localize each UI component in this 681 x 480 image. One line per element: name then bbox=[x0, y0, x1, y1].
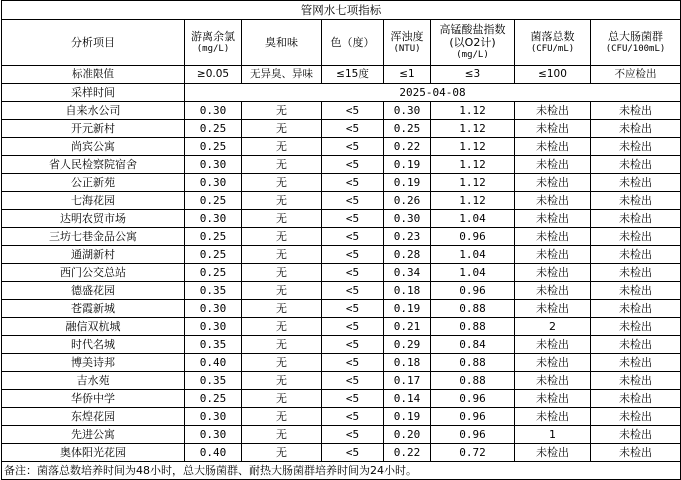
colony-cell: 未检出 bbox=[515, 336, 591, 354]
colony-cell: 未检出 bbox=[515, 102, 591, 120]
turbidity-cell: 0.25 bbox=[384, 120, 431, 138]
header-row bbox=[2, 20, 681, 66]
cod-cell: 0.72 bbox=[431, 444, 515, 462]
color-cell: <5 bbox=[322, 318, 384, 336]
turbidity-cell: 0.22 bbox=[384, 138, 431, 156]
odor-cell: 无 bbox=[242, 336, 322, 354]
color-cell: <5 bbox=[322, 174, 384, 192]
location-cell: 吉水苑 bbox=[2, 372, 185, 390]
odor-cell: 无 bbox=[242, 318, 322, 336]
color-cell: <5 bbox=[322, 300, 384, 318]
standard-color: ≤15度 bbox=[322, 66, 384, 84]
chlorine-cell: 0.35 bbox=[185, 372, 242, 390]
chlorine-cell: 0.30 bbox=[185, 210, 242, 228]
colony-cell: 未检出 bbox=[515, 174, 591, 192]
coliform-cell: 未检出 bbox=[591, 372, 681, 390]
color-cell: <5 bbox=[322, 354, 384, 372]
color-cell: <5 bbox=[322, 264, 384, 282]
turbidity-cell: 0.17 bbox=[384, 372, 431, 390]
chlorine-cell: 0.25 bbox=[185, 120, 242, 138]
turbidity-cell: 0.18 bbox=[384, 282, 431, 300]
cod-cell: 0.96 bbox=[431, 408, 515, 426]
chlorine-cell: 0.40 bbox=[185, 444, 242, 462]
turbidity-cell: 0.34 bbox=[384, 264, 431, 282]
turbidity-cell: 0.28 bbox=[384, 246, 431, 264]
color-cell: <5 bbox=[322, 426, 384, 444]
standard-row bbox=[2, 66, 681, 84]
colony-cell: 未检出 bbox=[515, 300, 591, 318]
table-row bbox=[2, 228, 681, 246]
table-row bbox=[2, 156, 681, 174]
coliform-cell: 未检出 bbox=[591, 354, 681, 372]
standard-cod: ≤3 bbox=[431, 66, 515, 84]
coliform-cell: 未检出 bbox=[591, 246, 681, 264]
sampling-row bbox=[2, 84, 681, 102]
cod-cell: 1.12 bbox=[431, 120, 515, 138]
odor-cell: 无 bbox=[242, 354, 322, 372]
chlorine-cell: 0.30 bbox=[185, 174, 242, 192]
color-cell: <5 bbox=[322, 228, 384, 246]
table-row bbox=[2, 264, 681, 282]
table-row bbox=[2, 246, 681, 264]
chlorine-cell: 0.25 bbox=[185, 264, 242, 282]
table-row bbox=[2, 210, 681, 228]
header-chlorine bbox=[185, 20, 242, 66]
header-chlorine-name: 游离余氯 bbox=[191, 29, 235, 43]
turbidity-cell: 0.19 bbox=[384, 156, 431, 174]
color-cell: <5 bbox=[322, 372, 384, 390]
turbidity-cell: 0.19 bbox=[384, 300, 431, 318]
colony-cell: 未检出 bbox=[515, 354, 591, 372]
colony-cell: 未检出 bbox=[515, 210, 591, 228]
chlorine-cell: 0.35 bbox=[185, 282, 242, 300]
cod-cell: 1.12 bbox=[431, 156, 515, 174]
standard-chlorine: ≥0.05 bbox=[185, 66, 242, 84]
chlorine-cell: 0.30 bbox=[185, 300, 242, 318]
turbidity-cell: 0.26 bbox=[384, 192, 431, 210]
table-row bbox=[2, 354, 681, 372]
cod-cell: 0.88 bbox=[431, 300, 515, 318]
cod-cell: 0.96 bbox=[431, 390, 515, 408]
header-cod-name: 高锰酸盐指数 bbox=[439, 23, 506, 36]
chlorine-cell: 0.30 bbox=[185, 156, 242, 174]
location-cell: 苍霞新城 bbox=[2, 300, 185, 318]
color-cell: <5 bbox=[322, 444, 384, 462]
color-cell: <5 bbox=[322, 282, 384, 300]
colony-cell: 未检出 bbox=[515, 444, 591, 462]
color-cell: <5 bbox=[322, 390, 384, 408]
water-quality-table bbox=[1, 0, 681, 480]
location-cell: 自来水公司 bbox=[2, 102, 185, 120]
odor-cell: 无 bbox=[242, 138, 322, 156]
turbidity-cell: 0.23 bbox=[384, 228, 431, 246]
location-cell: 融信双杭城 bbox=[2, 318, 185, 336]
cod-cell: 1.04 bbox=[431, 246, 515, 264]
turbidity-cell: 0.29 bbox=[384, 336, 431, 354]
header-odor: 臭和味 bbox=[242, 20, 322, 66]
header-coliform bbox=[591, 20, 681, 66]
coliform-cell: 未检出 bbox=[591, 282, 681, 300]
colony-cell: 未检出 bbox=[515, 390, 591, 408]
coliform-cell: 未检出 bbox=[591, 318, 681, 336]
odor-cell: 无 bbox=[242, 192, 322, 210]
location-cell: 东煌花园 bbox=[2, 408, 185, 426]
header-colony-unit: (CFU/mL) bbox=[530, 43, 575, 54]
turbidity-cell: 0.30 bbox=[384, 102, 431, 120]
coliform-cell: 未检出 bbox=[591, 300, 681, 318]
header-cod-sub: (以O2计) bbox=[449, 36, 496, 49]
table-row bbox=[2, 444, 681, 462]
table-row bbox=[2, 282, 681, 300]
header-turbidity-unit: (NTU) bbox=[393, 43, 421, 54]
odor-cell: 无 bbox=[242, 264, 322, 282]
cod-cell: 1.12 bbox=[431, 174, 515, 192]
coliform-cell: 未检出 bbox=[591, 156, 681, 174]
turbidity-cell: 0.21 bbox=[384, 318, 431, 336]
header-coliform-unit: (CFU/100mL) bbox=[605, 43, 666, 54]
standard-label: 标准限值 bbox=[2, 66, 185, 84]
colony-cell: 未检出 bbox=[515, 246, 591, 264]
cod-cell: 1.12 bbox=[431, 138, 515, 156]
cod-cell: 0.84 bbox=[431, 336, 515, 354]
coliform-cell: 未检出 bbox=[591, 264, 681, 282]
note-text: 备注：菌落总数培养时间为48小时，总大肠菌群、耐热大肠菌群培养时间为24小时。 bbox=[2, 462, 681, 480]
coliform-cell: 未检出 bbox=[591, 390, 681, 408]
turbidity-cell: 0.19 bbox=[384, 174, 431, 192]
cod-cell: 0.96 bbox=[431, 282, 515, 300]
coliform-cell: 未检出 bbox=[591, 120, 681, 138]
turbidity-cell: 0.14 bbox=[384, 390, 431, 408]
standard-coliform: 不应检出 bbox=[591, 66, 681, 84]
location-cell: 西门公交总站 bbox=[2, 264, 185, 282]
coliform-cell: 未检出 bbox=[591, 210, 681, 228]
coliform-cell: 未检出 bbox=[591, 336, 681, 354]
odor-cell: 无 bbox=[242, 426, 322, 444]
table-row bbox=[2, 174, 681, 192]
odor-cell: 无 bbox=[242, 300, 322, 318]
odor-cell: 无 bbox=[242, 120, 322, 138]
header-colony-name: 菌落总数 bbox=[530, 29, 575, 43]
location-cell: 省人民检察院宿舍 bbox=[2, 156, 185, 174]
odor-cell: 无 bbox=[242, 228, 322, 246]
odor-cell: 无 bbox=[242, 372, 322, 390]
table-row bbox=[2, 300, 681, 318]
colony-cell: 未检出 bbox=[515, 282, 591, 300]
location-cell: 奥体阳光花园 bbox=[2, 444, 185, 462]
table-row bbox=[2, 390, 681, 408]
turbidity-cell: 0.19 bbox=[384, 408, 431, 426]
chlorine-cell: 0.30 bbox=[185, 102, 242, 120]
colony-cell: 未检出 bbox=[515, 120, 591, 138]
location-cell: 达明农贸市场 bbox=[2, 210, 185, 228]
coliform-cell: 未检出 bbox=[591, 228, 681, 246]
colony-cell: 未检出 bbox=[515, 264, 591, 282]
color-cell: <5 bbox=[322, 120, 384, 138]
location-cell: 开元新村 bbox=[2, 120, 185, 138]
location-cell: 三坊七巷金品公寓 bbox=[2, 228, 185, 246]
odor-cell: 无 bbox=[242, 390, 322, 408]
sampling-label: 采样时间 bbox=[2, 84, 185, 102]
chlorine-cell: 0.30 bbox=[185, 318, 242, 336]
odor-cell: 无 bbox=[242, 282, 322, 300]
chlorine-cell: 0.25 bbox=[185, 192, 242, 210]
location-cell: 公正新苑 bbox=[2, 174, 185, 192]
table-row bbox=[2, 102, 681, 120]
chlorine-cell: 0.25 bbox=[185, 228, 242, 246]
standard-odor: 无异臭、异味 bbox=[242, 66, 322, 84]
standard-turbidity: ≤1 bbox=[384, 66, 431, 84]
table-row bbox=[2, 372, 681, 390]
coliform-cell: 未检出 bbox=[591, 408, 681, 426]
chlorine-cell: 0.40 bbox=[185, 354, 242, 372]
coliform-cell: 未检出 bbox=[591, 102, 681, 120]
location-cell: 华侨中学 bbox=[2, 390, 185, 408]
title-row bbox=[2, 1, 681, 20]
header-item: 分析项目 bbox=[2, 20, 185, 66]
chlorine-cell: 0.30 bbox=[185, 426, 242, 444]
color-cell: <5 bbox=[322, 408, 384, 426]
color-cell: <5 bbox=[322, 336, 384, 354]
coliform-cell: 未检出 bbox=[591, 138, 681, 156]
table-row bbox=[2, 318, 681, 336]
chlorine-cell: 0.30 bbox=[185, 408, 242, 426]
turbidity-cell: 0.20 bbox=[384, 426, 431, 444]
cod-cell: 0.88 bbox=[431, 354, 515, 372]
location-cell: 通湖新村 bbox=[2, 246, 185, 264]
colony-cell: 未检出 bbox=[515, 228, 591, 246]
chlorine-cell: 0.25 bbox=[185, 138, 242, 156]
color-cell: <5 bbox=[322, 156, 384, 174]
colony-cell: 未检出 bbox=[515, 408, 591, 426]
cod-cell: 1.12 bbox=[431, 192, 515, 210]
table-row bbox=[2, 120, 681, 138]
odor-cell: 无 bbox=[242, 156, 322, 174]
table-row bbox=[2, 408, 681, 426]
odor-cell: 无 bbox=[242, 210, 322, 228]
coliform-cell: 未检出 bbox=[591, 426, 681, 444]
header-chlorine-unit: (mg/L) bbox=[196, 43, 230, 54]
coliform-cell: 未检出 bbox=[591, 174, 681, 192]
coliform-cell: 未检出 bbox=[591, 192, 681, 210]
cod-cell: 1.12 bbox=[431, 102, 515, 120]
table-row bbox=[2, 426, 681, 444]
colony-cell: 未检出 bbox=[515, 156, 591, 174]
header-coliform-name: 总大肠菌群 bbox=[608, 29, 663, 43]
table-row bbox=[2, 192, 681, 210]
colony-cell: 未检出 bbox=[515, 372, 591, 390]
colony-cell: 2 bbox=[515, 318, 591, 336]
colony-cell: 未检出 bbox=[515, 138, 591, 156]
table-row bbox=[2, 336, 681, 354]
cod-cell: 1.04 bbox=[431, 210, 515, 228]
odor-cell: 无 bbox=[242, 246, 322, 264]
header-turbidity bbox=[384, 20, 431, 66]
cod-cell: 0.96 bbox=[431, 426, 515, 444]
turbidity-cell: 0.18 bbox=[384, 354, 431, 372]
odor-cell: 无 bbox=[242, 102, 322, 120]
header-color: 色（度） bbox=[322, 20, 384, 66]
coliform-cell: 未检出 bbox=[591, 444, 681, 462]
chlorine-cell: 0.35 bbox=[185, 336, 242, 354]
cod-cell: 0.96 bbox=[431, 228, 515, 246]
table-row bbox=[2, 138, 681, 156]
header-turbidity-name: 浑浊度 bbox=[390, 29, 424, 43]
sampling-date: 2025-04-08 bbox=[185, 84, 681, 102]
location-cell: 七海花园 bbox=[2, 192, 185, 210]
header-colony bbox=[515, 20, 591, 66]
note-row bbox=[2, 462, 681, 480]
location-cell: 先进公寓 bbox=[2, 426, 185, 444]
chlorine-cell: 0.25 bbox=[185, 246, 242, 264]
color-cell: <5 bbox=[322, 192, 384, 210]
chlorine-cell: 0.25 bbox=[185, 390, 242, 408]
odor-cell: 无 bbox=[242, 174, 322, 192]
cod-cell: 0.88 bbox=[431, 318, 515, 336]
color-cell: <5 bbox=[322, 102, 384, 120]
colony-cell: 1 bbox=[515, 426, 591, 444]
color-cell: <5 bbox=[322, 210, 384, 228]
cod-cell: 1.04 bbox=[431, 264, 515, 282]
location-cell: 德盛花园 bbox=[2, 282, 185, 300]
table-title: 管网水七项指标 bbox=[2, 1, 681, 20]
colony-cell: 未检出 bbox=[515, 192, 591, 210]
location-cell: 尚宾公寓 bbox=[2, 138, 185, 156]
cod-cell: 0.88 bbox=[431, 372, 515, 390]
location-cell: 时代名城 bbox=[2, 336, 185, 354]
standard-colony: ≤100 bbox=[515, 66, 591, 84]
color-cell: <5 bbox=[322, 138, 384, 156]
header-cod bbox=[431, 20, 515, 66]
color-cell: <5 bbox=[322, 246, 384, 264]
water-quality-report bbox=[1, 0, 680, 480]
odor-cell: 无 bbox=[242, 408, 322, 426]
location-cell: 博美诗邦 bbox=[2, 354, 185, 372]
odor-cell: 无 bbox=[242, 444, 322, 462]
turbidity-cell: 0.30 bbox=[384, 210, 431, 228]
header-cod-unit: (mg/L) bbox=[456, 50, 489, 60]
turbidity-cell: 0.22 bbox=[384, 444, 431, 462]
